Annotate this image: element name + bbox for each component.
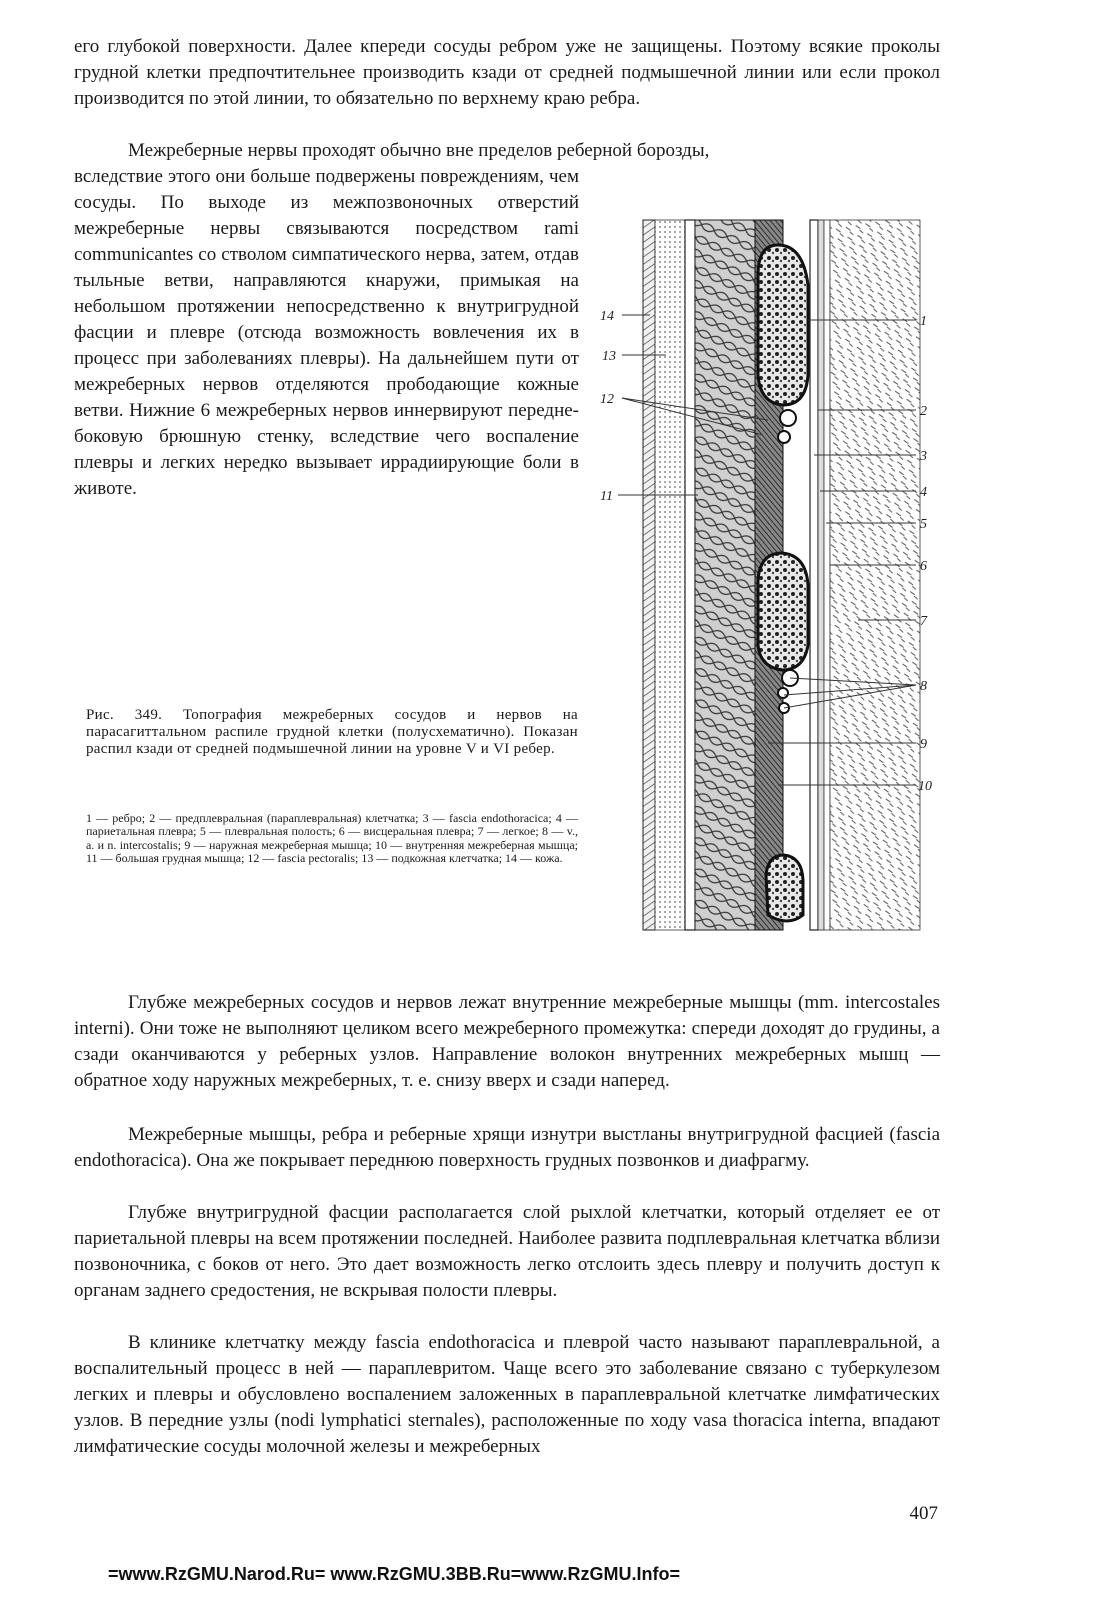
paragraph-nerves-body: вследствие этого они больше подвержены повреждениям, чем сосуды. По выходе из межпозвоночных отверстий межреберные нервы связываются посредством rami communicantes со стволом симпатического нерва, затем, отдав тыльные ветви, направляются кнаружи, примыкая на небольшом протяжении непосредственно к внутригрудной фасции и плевре (отсюда возможность вовлечения их в процесс при заболеваниях плевры). На дальнейшем пути от межреберных нервов отделяются прободающие кожные ветви. Нижние 6 межреберных нервов иннервируют передне-боковую брюшную стенку, вследствие чего воспаление плевры и легких нередко вызывает иррадиирующие боли в животе. <box>74 166 579 499</box>
callout-13: 13 <box>602 349 616 364</box>
paragraph-nerves-head: Межреберные нервы проходят обычно вне пределов реберной борозды, <box>128 140 710 161</box>
callout-5: 5 <box>920 517 927 532</box>
page-number: 407 <box>909 1503 938 1524</box>
paragraph-internal-muscles: Глубже межреберных сосудов и нервов лежат внутренние межреберные мышцы (mm. intercostales interni). Они тоже не выполняют целиком всего межреберного промежутка: спереди доходят до грудины, а сзади оканчиваются у реберных узлов. Направление волокон внутренних межреберных мышц — обратное ходу наружных межреберных, т. е. снизу вверх и сзади наперед. <box>74 992 940 1091</box>
callout-9: 9 <box>920 737 927 752</box>
callout-6: 6 <box>920 559 927 574</box>
intercostal-section-figure <box>598 215 943 935</box>
figure-legend: 1 — ребро; 2 — предплевральная (параплевральная) клетчатка; 3 — fascia endothoracica; 4 — париетальная плевра; 5 — плевральная полость; 6 — висцеральная плевра; 7 — легкое; 8 — v., a. и n. intercostalis; 9 — наружная межреберная мышца; 10 — внутренняя межреберная мышца; 11 — большая грудная мышца; 12 — fascia pectoralis; 13 — подкожная клетчатка; 14 — кожа. <box>86 811 578 866</box>
footer-links: =www.RzGMU.Narod.Ru= www.RzGMU.3BB.Ru=www.RzGMU.Info= <box>108 1564 681 1584</box>
callout-1: 1 <box>920 314 927 329</box>
callout-8: 8 <box>920 679 927 694</box>
callout-14: 14 <box>600 309 614 324</box>
callout-12: 12 <box>600 392 614 407</box>
callout-4: 4 <box>920 485 927 500</box>
callout-7: 7 <box>920 614 927 629</box>
paragraph-subpleural-tissue: Глубже внутригрудной фасции располагается слой рыхлой клетчатки, который отделяет ее от париетальной плевры на всем протяжении последней. Наиболее развита подплевральная клетчатка вблизи позвоночника, с боков от него. Это дает возможность легко отслоить здесь плевру и получить доступ к органам заднего средостения, не вскрывая полости плевры. <box>74 1202 940 1301</box>
callout-10: 10 <box>918 779 932 794</box>
figure-caption: Рис. 349. Топография межреберных сосудов и нервов на парасагиттальном распиле грудной клетки (полусхематично). Показан распил кзади от средней подмышечной линии на уровне V и VI ребер. <box>86 707 578 757</box>
paragraph-endothoracic-fascia: Межреберные мышцы, ребра и реберные хрящи изнутри выстланы внутригрудной фасцией (fascia endothoracica). Она же покрывает переднюю поверхность грудных позвонков и диафрагму. <box>74 1124 940 1171</box>
callout-11: 11 <box>600 489 613 504</box>
paragraph-parapleuritis: В клинике клетчатку между fascia endothoracica и плеврой часто называют параплевральной, а воспалительный процесс в ней — параплевритом. Чаще всего это заболевание связано с туберкулезом легких и плевры и обусловлено воспалением заложенных в параплевральной клетчатке лимфатических узлов. В передние узлы (nodi lymphatici sternales), расположенные по ходу vasa thoracica interna, впадают лимфатические сосуды молочной железы и межреберных <box>74 1332 940 1457</box>
callout-3: 3 <box>920 449 927 464</box>
paragraph-puncture: его глубокой поверхности. Далее кпереди сосуды ребром уже не защищены. Поэтому всякие проколы грудной клетки предпочтительнее производить кзади от средней подмышечной линии или если прокол производится по этой линии, то обязательно по верхнему краю ребра. <box>74 36 940 109</box>
callout-2: 2 <box>920 404 927 419</box>
